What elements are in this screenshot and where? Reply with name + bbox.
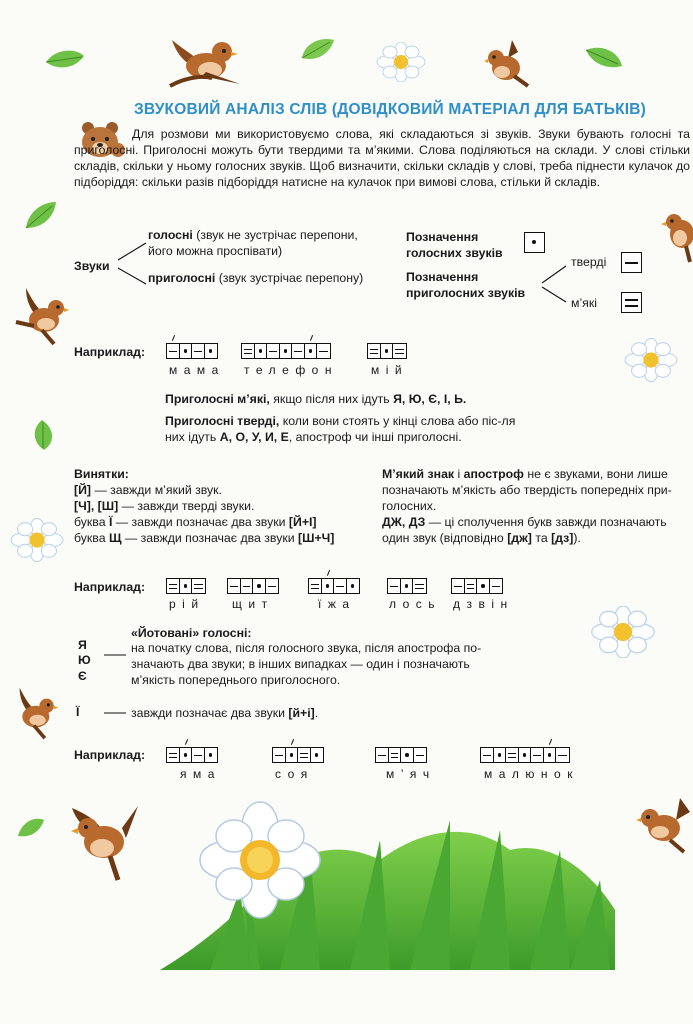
vowels-term: голосні [148,228,193,242]
scheme-mii [367,343,407,359]
scheme-dzvin [451,578,503,594]
example-word-mii: мій [371,363,409,377]
iotated-text: на початку слова, після голосного звука, після апострофа по-значають два звуки; в інших випадках — один і позначають м’якість попереднього приголосного. [131,641,482,687]
example-word-rii: рій [169,597,205,611]
leaf-icon [16,816,46,840]
exceptions-heading: Винятки: [74,467,129,481]
exceptions-block [74,467,374,547]
soft-consonants-rule [165,392,545,408]
consonants-notation-label: Позначення приголосних звуків [406,270,526,300]
example-word-myach: м’яч [386,767,436,781]
hard-rule-text: коли вони стоять у кінці слова або піс-ля них ідуть [165,414,516,444]
yi-letter: Ї [76,705,80,719]
hard-label: тверді [571,255,607,269]
example-word-telefon: телефон [244,363,338,377]
scheme-rii [166,578,206,594]
daisy-icon [624,338,678,382]
bird-icon [14,286,70,346]
leaf-icon [30,418,56,452]
bird-icon [66,798,142,882]
page-title: ЗВУКОВИЙ АНАЛІЗ СЛІВ (ДОВІДКОВИЙ МАТЕРІАЛ ДЛЯ БАТЬКІВ) [133,101,647,118]
soft-label: м’які [571,296,597,310]
exception-line: [Ч], [Ш] — завжди тверді звуки. [74,498,255,513]
example-word-dzvin: дзвін [453,597,514,611]
exception-line: буква Щ — завжди позначає два звуки [Ш+Ч] [74,530,335,545]
intro-text: Для розмови ми використовуємо слова, які складаються зі звуків. Звуки бувають голосні та приголосні. Приголосні можуть бути твердими та м’якими. Слова поділяються на склади. У слові стільки складів, скільки у ньому голосних звуків. Щоб визначити, скільки складів у слові, треба піднести кулачок до підборіддя: скільки разів підборіддя натисне на кулачок при вимові слова, стільки й складів. [74,127,690,189]
vowels-desc: (звук не зустрічає перепони, його можна проспівати) [148,228,358,258]
leaf-icon [44,48,86,72]
grass-flower-illustration [150,790,620,980]
scheme-yama [166,747,218,763]
hard-rule-letters: А, О, У, И, Е [219,429,289,444]
yi-rule: завжди позначає два звуки [й+і]. [131,706,319,720]
bird-icon [634,796,692,854]
example-label: Наприклад: [74,345,146,359]
bird-icon [8,686,60,740]
example-word-yizha: їжа [318,597,356,611]
soft-consonant-symbol [621,292,642,313]
bird-icon [162,32,246,90]
leaf-icon [584,44,624,72]
bird-icon [484,38,530,88]
leaf-icon [24,200,58,230]
intro-paragraph [74,127,690,191]
example-word-malyunok: малюнок [484,767,579,781]
example-word-yama: яма [180,767,221,781]
vowels-definition [148,228,380,260]
hard-consonants-rule [165,414,527,446]
bird-icon [660,210,693,264]
example-word-shchyt: щит [232,597,274,611]
daisy-icon [10,518,64,562]
example-label: Наприклад: [74,748,146,762]
scheme-malyunok [480,747,570,763]
scheme-shchyt [227,578,279,594]
soft-rule-letters: Я, Ю, Є, І, Ь. [393,392,467,406]
example-word-los: лось [389,597,442,611]
vowels-notation-label: Позначення голосних звуків [406,230,503,260]
hard-consonant-symbol [621,252,642,273]
iotated-letters [78,638,91,684]
scheme-myach [375,747,427,763]
hard-rule-term: Приголосні тверді, [165,414,280,428]
daisy-icon [590,606,656,658]
iotated-letter: Ю [78,653,91,668]
scheme-telefon [241,343,331,359]
consonants-term: приголосні [148,271,216,285]
soft-rule-term: Приголосні м’які, [165,392,270,406]
scheme-soya [272,747,324,763]
iotated-heading: «Йотовані» голосні: [131,626,252,640]
consonants-desc: (звук зустрічає перепону) [215,271,364,285]
signs-note: М’який знак і апостроф не є звуками, вони лише позначають м’якість або твердість попередніх при-голосних. ДЖ, ДЗ — ці сполучення букв завжди позначають один звук (відповідно [дж] та [дз]). [382,467,672,545]
scheme-los [387,578,427,594]
scheme-yizha [308,578,360,594]
soft-rule-text: якщо після них ідуть [269,392,394,406]
iotated-letter: Я [78,638,87,652]
leaf-icon [300,36,336,62]
consonants-definition [148,271,380,287]
example-word-mama: мама [169,363,225,377]
iotated-letter: Є [78,668,87,683]
example-word-soya: соя [275,767,314,781]
sounds-label: Звуки [74,259,110,273]
exception-line: [Й] — завжди м’який звук. [74,482,222,497]
example-label: Наприклад: [74,580,146,594]
daisy-icon [376,42,426,82]
vowel-symbol [524,232,545,253]
hard-rule-text-end: , апостроф чи інші приголосні. [288,429,462,444]
exception-line: буква Ї — завжди позначає два звуки [Й+І] [74,514,317,529]
scheme-mama [166,343,218,359]
